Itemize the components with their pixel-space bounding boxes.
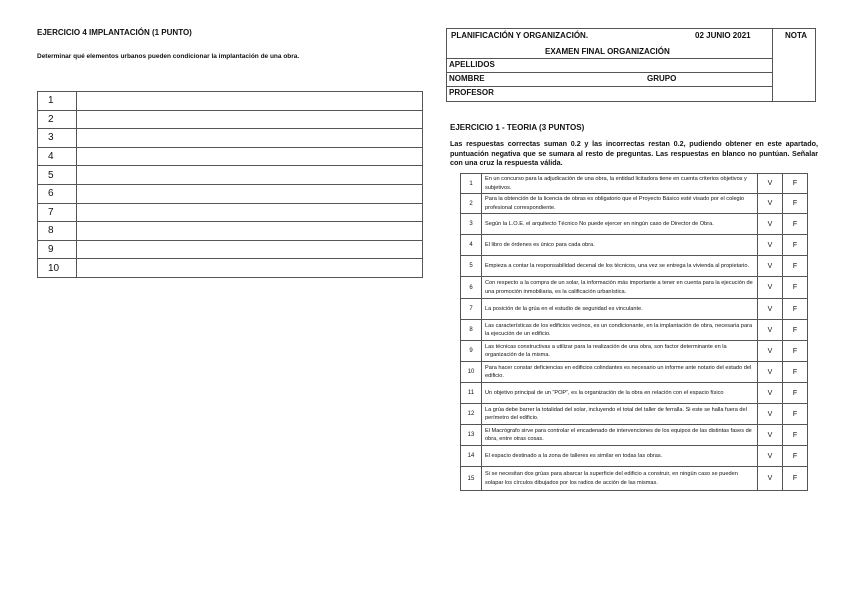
answer-line[interactable] — [77, 110, 423, 129]
false-option[interactable]: F — [783, 194, 808, 214]
question-row — [461, 467, 808, 491]
question-number: 1 — [461, 174, 482, 194]
answer-row — [38, 110, 423, 129]
answer-row-number: 2 — [38, 110, 77, 129]
false-option[interactable]: F — [783, 299, 808, 320]
answer-row-number: 8 — [38, 222, 77, 241]
false-option[interactable]: F — [783, 341, 808, 362]
answer-row — [38, 240, 423, 259]
question-text: El libro de órdenes es único para cada obra. — [482, 235, 758, 256]
answer-line[interactable] — [77, 222, 423, 241]
question-text: La grúa debe barrer la totalidad del solar, incluyendo el total del taller de ferralla. Si este se halla fuera del perímetro del edificio. — [482, 404, 758, 425]
true-option[interactable]: V — [758, 235, 783, 256]
question-row — [461, 320, 808, 341]
question-row — [461, 235, 808, 256]
nombre-label: NOMBRE — [449, 74, 485, 83]
question-row — [461, 214, 808, 235]
question-text: En un concurso para la adjudicación de una obra, la entidad licitadora tiene en cuenta criterios objetivos y subjetivos. — [482, 174, 758, 194]
question-row — [461, 425, 808, 446]
true-option[interactable]: V — [758, 446, 783, 467]
exam-date: 02 JUNIO 2021 — [695, 31, 751, 40]
true-option[interactable]: V — [758, 214, 783, 235]
profesor-label: PROFESOR — [449, 88, 494, 97]
false-option[interactable]: F — [783, 383, 808, 404]
answer-line[interactable] — [77, 240, 423, 259]
false-option[interactable]: F — [783, 214, 808, 235]
true-option[interactable]: V — [758, 299, 783, 320]
question-text: Las técnicas constructivas a utilizar para la realización de una obra, son factor determinante en la organización de la misma. — [482, 341, 758, 362]
answer-row — [38, 166, 423, 185]
false-option[interactable]: F — [783, 235, 808, 256]
question-number: 8 — [461, 320, 482, 341]
answer-row — [38, 92, 423, 111]
false-option[interactable]: F — [783, 425, 808, 446]
question-text: Según la L.O.E. el arquitecto Técnico No puede ejercer en ningún caso de Director de Obra. — [482, 214, 758, 235]
question-number: 9 — [461, 341, 482, 362]
question-number: 5 — [461, 256, 482, 277]
question-number: 10 — [461, 362, 482, 383]
question-row — [461, 383, 808, 404]
true-option[interactable]: V — [758, 341, 783, 362]
question-text: Empieza a contar la responsabilidad decenal de los técnicos, una vez se entrega la vivienda al propietario. — [482, 256, 758, 277]
answer-row-number: 1 — [38, 92, 77, 111]
question-number: 6 — [461, 277, 482, 299]
question-row — [461, 446, 808, 467]
true-option[interactable]: V — [758, 383, 783, 404]
question-text: El Macrógrafo sirve para controlar el encadenado de intervenciones de los equipos de las distintas fases de obra, entre otras cosas. — [482, 425, 758, 446]
true-option[interactable]: V — [758, 174, 783, 194]
answer-row-number: 4 — [38, 147, 77, 166]
question-number: 13 — [461, 425, 482, 446]
answer-row — [38, 222, 423, 241]
answer-line[interactable] — [77, 184, 423, 203]
answer-line[interactable] — [77, 129, 423, 148]
ej4-answer-table — [37, 91, 423, 278]
question-text: La posición de la grúa en el estudio de seguridad es vinculante. — [482, 299, 758, 320]
grupo-label: GRUPO — [647, 74, 677, 83]
question-number: 14 — [461, 446, 482, 467]
answer-line[interactable] — [77, 259, 423, 278]
question-number: 11 — [461, 383, 482, 404]
exam-name: EXAMEN FINAL ORGANIZACIÓN — [545, 47, 670, 56]
question-number: 12 — [461, 404, 482, 425]
ej4-title: EJERCICIO 4 IMPLANTACIÓN (1 PUNTO) — [37, 28, 192, 37]
answer-row-number: 6 — [38, 184, 77, 203]
answer-row-number: 10 — [38, 259, 77, 278]
question-text: Si se necesitan dos grúas para abarcar la superficie del edificio a construir, en ningún caso se pueden solapar los círculos dibujados por los radios de acción de las mismas. — [482, 467, 758, 491]
false-option[interactable]: F — [783, 467, 808, 491]
question-row — [461, 404, 808, 425]
false-option[interactable]: F — [783, 320, 808, 341]
question-text: Para hacer constar deficiencias en edificios colindantes es necesario un informe ante notario del estado del edificio. — [482, 362, 758, 383]
answer-row-number: 9 — [38, 240, 77, 259]
exam-header — [446, 28, 816, 102]
answer-row-number: 3 — [38, 129, 77, 148]
false-option[interactable]: F — [783, 256, 808, 277]
question-text: Un objetivo principal de un “POP”, es la organización de la obra en relación con el espacio físico — [482, 383, 758, 404]
question-text: Las características de los edificios vecinos, es un condicionante, en la implantación de obra, necesaria para la ejecución de un edificio. — [482, 320, 758, 341]
question-number: 7 — [461, 299, 482, 320]
false-option[interactable]: F — [783, 446, 808, 467]
answer-row — [38, 129, 423, 148]
question-row — [461, 341, 808, 362]
ej1-instructions: Las respuestas correctas suman 0.2 y las incorrectas restan 0.2, pudiendo obtener en este apartado, puntuación negativa que se sumara al resto de preguntas. Las respuestas en blanco no puntúan. Señalar con una cruz la respuesta válida. — [450, 139, 818, 168]
question-row — [461, 194, 808, 214]
answer-row-number: 5 — [38, 166, 77, 185]
true-option[interactable]: V — [758, 404, 783, 425]
ej4-prompt: Determinar qué elementos urbanos pueden condicionar la implantación de una obra. — [37, 53, 300, 60]
question-text: Para la obtención de la licencia de obras es obligatorio que el Proyecto Básico esté visado por el colegio profesional correspondiente. — [482, 194, 758, 214]
answer-line[interactable] — [77, 92, 423, 111]
question-row — [461, 256, 808, 277]
false-option[interactable]: F — [783, 174, 808, 194]
answer-line[interactable] — [77, 147, 423, 166]
question-number: 3 — [461, 214, 482, 235]
answer-row — [38, 203, 423, 222]
true-option[interactable]: V — [758, 467, 783, 491]
false-option[interactable]: F — [783, 277, 808, 299]
false-option[interactable]: F — [783, 362, 808, 383]
apellidos-label: APELLIDOS — [449, 60, 495, 69]
answer-line[interactable] — [77, 166, 423, 185]
question-row — [461, 299, 808, 320]
true-option[interactable]: V — [758, 256, 783, 277]
ej1-question-table — [460, 173, 808, 491]
answer-line[interactable] — [77, 203, 423, 222]
question-row — [461, 362, 808, 383]
true-option[interactable]: V — [758, 320, 783, 341]
true-option[interactable]: V — [758, 362, 783, 383]
answer-row — [38, 259, 423, 278]
answer-row — [38, 147, 423, 166]
question-text: Con respecto a la compra de un solar, la información más importante a tener en cuenta para la ejecución de una promoción inmobiliaria, es la calificación urbanística. — [482, 277, 758, 299]
question-number: 15 — [461, 467, 482, 491]
true-option[interactable]: V — [758, 277, 783, 299]
question-number: 4 — [461, 235, 482, 256]
nota-label: NOTA — [785, 31, 808, 40]
question-row — [461, 277, 808, 299]
answer-row — [38, 184, 423, 203]
false-option[interactable]: F — [783, 404, 808, 425]
question-number: 2 — [461, 194, 482, 214]
ej1-title: EJERCICIO 1 - TEORIA (3 PUNTOS) — [450, 123, 585, 132]
question-row — [461, 174, 808, 194]
answer-row-number: 7 — [38, 203, 77, 222]
true-option[interactable]: V — [758, 194, 783, 214]
question-text: El espacio destinado a la zona de talleres es similar en todas las obras. — [482, 446, 758, 467]
course-title: PLANIFICACIÓN Y ORGANIZACIÓN. — [451, 31, 589, 40]
true-option[interactable]: V — [758, 425, 783, 446]
